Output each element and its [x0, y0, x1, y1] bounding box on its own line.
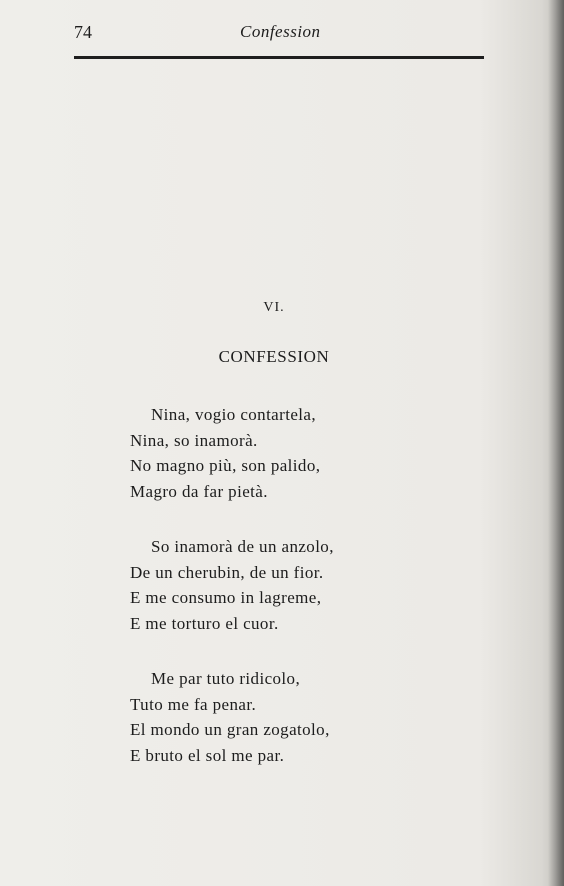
- running-header: [74, 20, 484, 46]
- running-title: Confession: [240, 22, 321, 41]
- page-number: 74: [74, 22, 92, 42]
- poem-line: El mondo un gran zogatolo,: [130, 720, 330, 739]
- poem-title: CONFESSION: [218, 347, 330, 366]
- stanza-3: [130, 669, 430, 771]
- poem-line: E bruto el sol me par.: [130, 745, 285, 765]
- poem-line: Nina, vogio contartela,: [151, 405, 316, 424]
- poem-line: Me par tuto ridicolo,: [151, 669, 301, 688]
- poem-line: E me consumo in lagreme,: [130, 588, 322, 607]
- stanza-2: [130, 537, 430, 639]
- poem-line: Nina, so inamorà.: [130, 430, 258, 450]
- poem-body: [130, 405, 430, 801]
- poem-line: De un cherubin, de un fior.: [130, 562, 324, 582]
- poem-line: E me torturo el cuor.: [130, 613, 279, 633]
- poem-line: Magro da far pietà.: [130, 481, 268, 501]
- poem-line: So inamorà de un anzolo,: [151, 537, 334, 556]
- stanza-1: [130, 405, 430, 507]
- page-gutter-shadow: [548, 0, 564, 886]
- section-number: VI.: [263, 300, 285, 315]
- poem-line: No magno più, son palido,: [130, 456, 321, 475]
- header-rule: [74, 56, 484, 59]
- poem-line: Tuto me fa penar.: [130, 694, 257, 714]
